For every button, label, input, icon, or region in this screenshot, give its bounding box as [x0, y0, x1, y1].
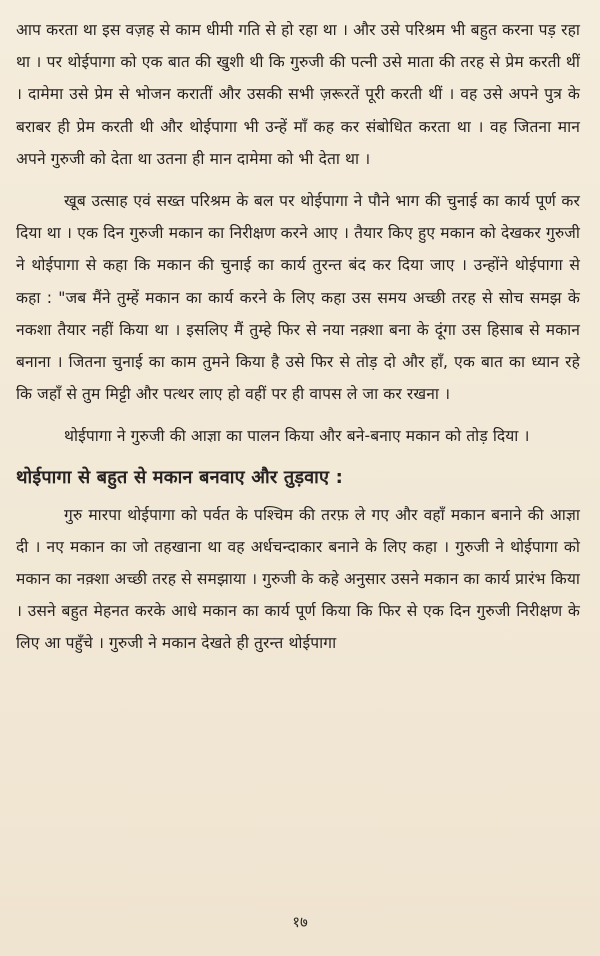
paragraph-gap: [16, 410, 580, 420]
paragraph-construction-halted: खूब उत्साह एवं सख्त परिश्रम के बल पर थोईपागा ने पौने भाग की चुनाई का कार्य पूर्ण कर दिया था । एक दिन गुरुजी मकान का निरीक्षण करने आए । तैयार किए हुए मकान को देखकर गुरुजी ने थोईपागा से कहा कि मकान की चुनाई का कार्य तुरन्त बंद कर दिया जाए । उन्होंने थोईपागा से कहा : "जब मैंने तुम्हें मकान का कार्य करने के लिए कहा उस समय अच्छी तरह से सोच समझ के नकशा तैयार नहीं किया था । इसलिए मैं तुम्हे फिर से नया नक़्शा बना के दूंगा उस हिसाब से मकान बनाना । जितना चुनाई का काम तुमने किया है उसे फिर से तोड़ दो और हाँ, एक बात का ध्यान रहे कि जहाँ से तुम मिट्टी और पत्थर लाए हो वहीं पर ही वापस ले जा कर रखना ।: [16, 192, 580, 404]
section-heading: थोईपागा से बहुत से मकान बनवाए और तुड़वाए :: [16, 466, 344, 488]
paragraph-house-demolished: थोईपागा ने गुरुजी की आज्ञा का पालन किया और बने-बनाए मकान को तोड़ दिया ।: [64, 427, 530, 446]
paragraph-new-house: गुरु मारपा थोईपागा को पर्वत के पश्चिम की तरफ़ ले गए और वहाँ मकान बनाने की आज्ञा दी । नए मकान का जो तहखाना था वह अर्धचन्दाकार बनाने के लिए कहा । गुरुजी ने थोईपागा को मकान का नक़्शा अच्छी तरह से समझाया । गुरुजी के कहे अनुसार उसने मकान का कार्य प्रारंभ किया । उसने बहुत मेहनत करके आधे मकान का कार्य पूर्ण किया कि फिर से एक दिन गुरुजी निरीक्षण के लिए आ पहुँचे । गुरुजी ने मकान देखते ही तुरन्त थोईपागा: [16, 505, 580, 653]
paragraph-continuation: आप करता था इस वज़ह से काम धीमी गति से हो रहा था । और उसे परिश्रम भी बहुत करना पड़ रहा था । पर थोईपागा को एक बात की खुशी थी कि गुरुजी की पत्नी उसे माता की तरह से प्रेम करती थीं । दामेमा उसे प्रेम से भोजन करातीं और उसकी सभी ज़रूरतें पूरी करती थीं । वह उसे अपने पुत्र के बराबर ही प्रेम करती थी और थोईपागा भी उन्हें माँ कह कर संबोधित करता था । वह जितना मान अपने गुरुजी को देता था उतना ही मान दामेमा को भी देता था ।: [16, 21, 580, 168]
paragraph-gap: [16, 175, 580, 185]
page-number: १७: [292, 913, 308, 931]
